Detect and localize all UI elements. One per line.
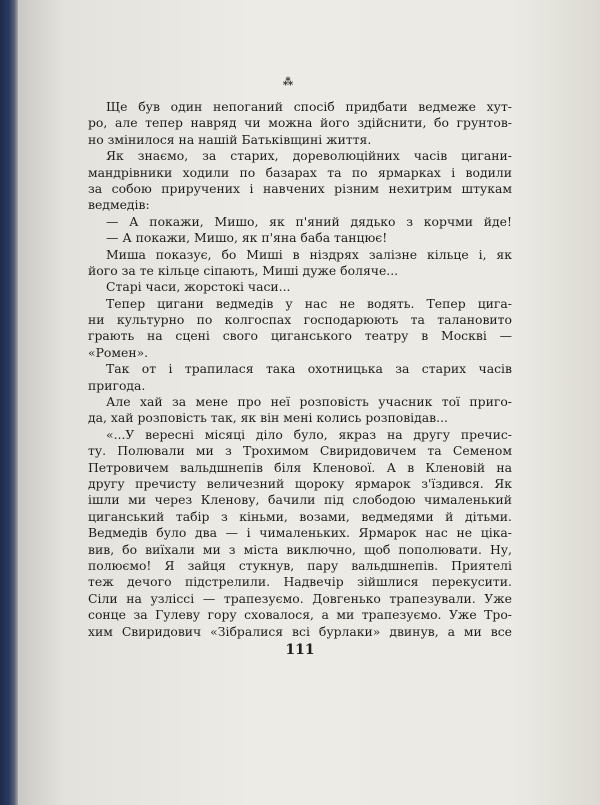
text-line: Ще був один непоганий спосіб придбати ведмеже хут- (106, 99, 512, 114)
text-line: грають на сцені свого циганського театру в Москві — (88, 328, 512, 344)
text-line: но змінилося на нашій Батьківщині життя. (88, 131, 372, 147)
text-line: Так от і трапилася така охотницька за старих часів (106, 361, 512, 377)
text-line: — А покажи, Мишо, як п'яна баба танцює! (106, 230, 388, 246)
text-line: ни культурно по колгоспах господарюють та талановито (88, 312, 512, 328)
text-line: вив, бо виїхали ми з міста виключно, щоб пополювати. Ну, (88, 541, 512, 557)
text-line: другу пречисту величезний щороку ярмарок з'їздився. Як (88, 475, 512, 491)
text-line: сонце за Гулеву гору сховалося, а ми трапезуємо. Уже Тро- (88, 607, 512, 623)
text-line: за собою приручених і навчених різним нехитрим штукам (88, 180, 512, 196)
text-line: — А покажи, Мишо, як п'яний дядько з корчми йде! (106, 213, 512, 229)
text-line: «...У вересні місяці діло було, якраз на другу пречис- (106, 426, 512, 442)
text-line: полюємо! Я зайця стукнув, пару вальдшнепів. Приятелі (88, 557, 512, 573)
text-line: циганський табір з кіньми, возами, ведмедями й дітьми. (88, 508, 512, 524)
text-line: пригода. (88, 377, 146, 393)
text-line: ро, але тепер навряд чи можна його здійснити, бо грунтов- (88, 115, 512, 131)
text-line: ту. Полювали ми з Трохимом Свиридовичем та Семеном (88, 443, 512, 459)
text-line: Ведмедів було два — і чималеньких. Ярмарок нас не ціка- (88, 525, 512, 541)
text-line: його за те кільце сіпають, Миші дуже боляче... (88, 262, 399, 278)
body-text (88, 99, 512, 640)
text-line: Як знаємо, за старих, дореволюційних часів цигани- (106, 148, 512, 164)
section-ornament: ⁂ (282, 77, 294, 88)
text-line: мандрівники ходили по базарах та по ярмарках і водили (88, 164, 512, 180)
text-line: Тепер цигани ведмедів у нас не водять. Тепер цига- (106, 295, 512, 311)
text-line: Але хай за мене про неї розповість учасник тої приго- (106, 394, 512, 410)
text-line: Сіли на узліссі — трапезуємо. Довгенько трапезували. Уже (88, 590, 512, 606)
text-line: «Ромен». (88, 344, 149, 360)
text-line: ішли ми через Кленову, бачили під слободою чималенький (88, 492, 512, 508)
page-number: 111 (285, 642, 315, 658)
text-line: Миша показує, бо Миші в ніздрях залізне кільце і, як (106, 246, 512, 262)
book-spine-edge (0, 0, 18, 805)
text-line: теж дечого підстрелили. Надвечір зійшлися перекусити. (88, 574, 512, 590)
text-line: да, хай розповість так, як він мені колись розповідав... (88, 410, 448, 426)
text-line: хим Свиридович «Зібралися всі бурлаки» двинув, а ми все (88, 623, 512, 639)
text-line: Старі часи, жорстокі часи... (106, 279, 291, 295)
text-line: ведмедів: (88, 197, 150, 213)
text-line: Петровичем вальдшнепів біля Кленової. А в Кленовій на (88, 459, 512, 475)
